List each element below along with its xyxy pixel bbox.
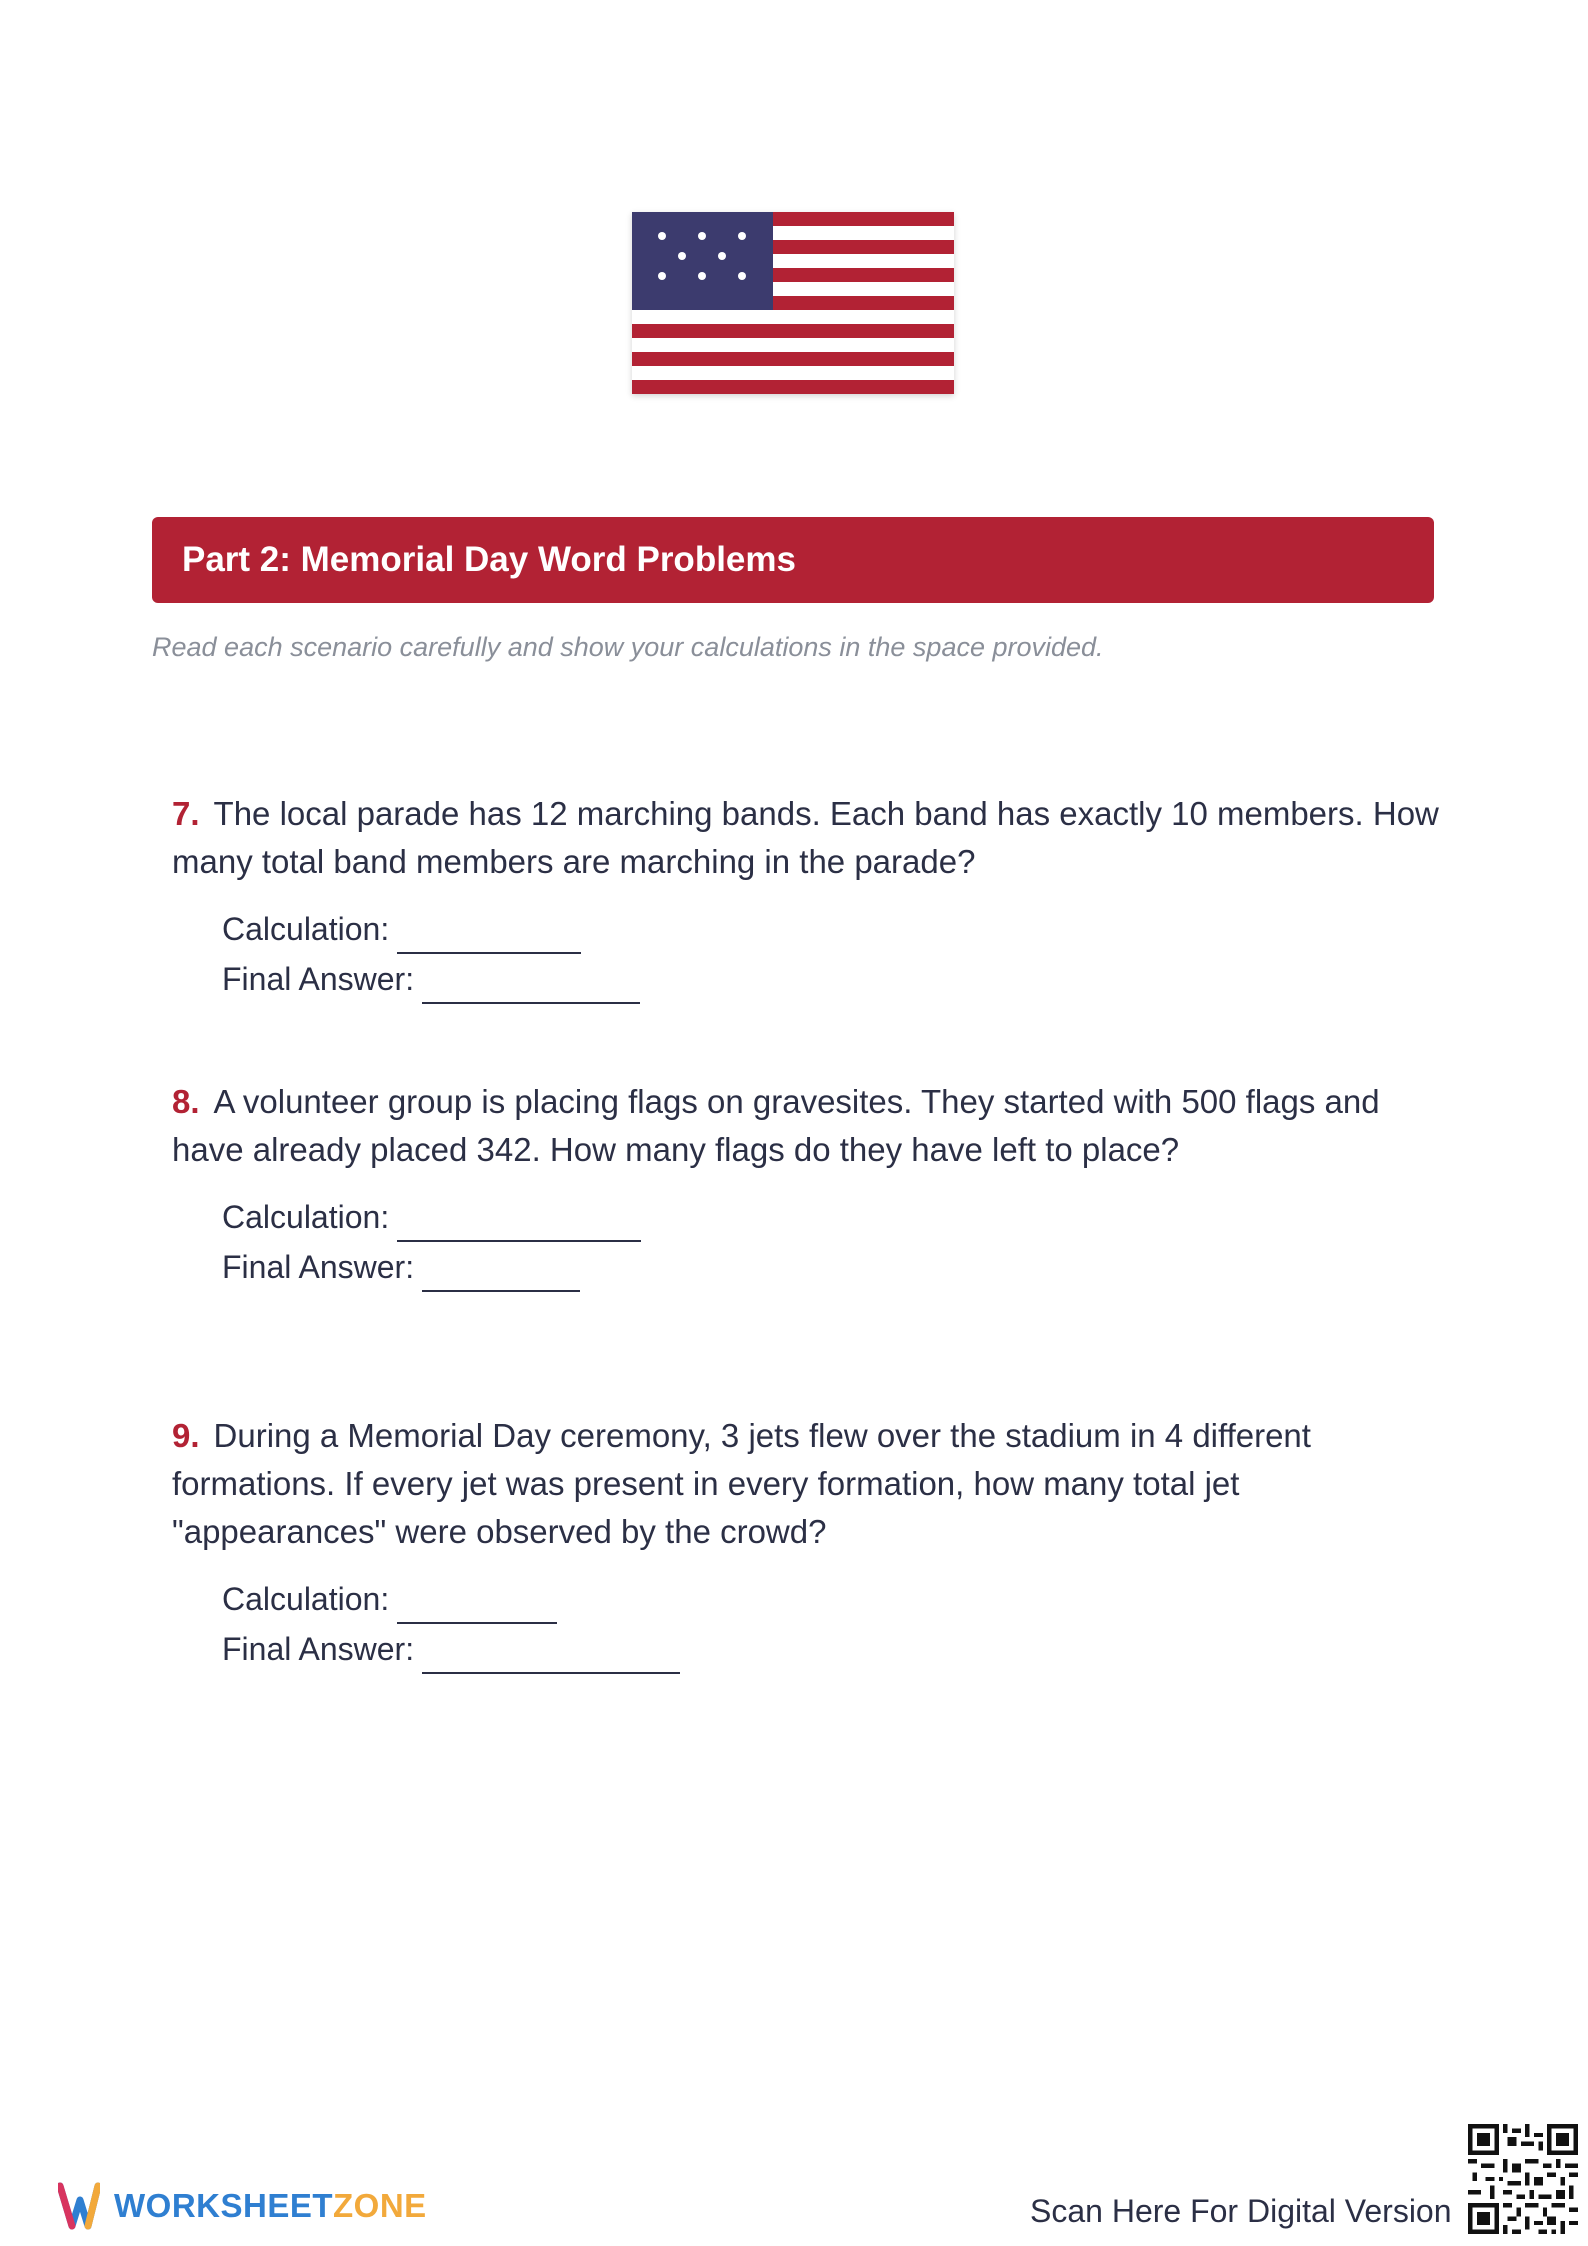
problem-number: 8. <box>172 1083 200 1120</box>
final-answer-label: Final Answer: <box>222 1249 415 1285</box>
problem-text: A volunteer group is placing flags on gravesites. They started with 500 flags and have already placed 342. How many flags do they have left to place? <box>172 1083 1380 1168</box>
w-logo-icon <box>58 2180 100 2232</box>
scan-prompt-text: Scan Here For Digital Version <box>1030 2193 1452 2229</box>
american-flag-image <box>632 212 954 394</box>
calculation-label: Calculation: <box>222 1199 390 1235</box>
calculation-blank[interactable] <box>397 916 581 954</box>
instructions-text: Read each scenario carefully and show your calculations in the space provided. <box>152 632 1104 662</box>
worksheetzone-logo[interactable] <box>58 2180 427 2232</box>
problem-8 <box>172 1078 1442 1292</box>
problem-text: During a Memorial Day ceremony, 3 jets flew over the stadium in 4 different formations. If every jet was present in every formation, how many total jet "appearances" were observed by the crowd? <box>172 1417 1311 1550</box>
section-header-banner <box>152 517 1434 603</box>
flag-icon <box>632 212 954 394</box>
final-answer-blank[interactable] <box>422 1254 580 1292</box>
calculation-blank[interactable] <box>397 1204 641 1242</box>
problem-text: The local parade has 12 marching bands. Each band has exactly 10 members. How many total band members are marching in the parade? <box>172 795 1439 880</box>
problem-9 <box>172 1412 1442 1674</box>
final-answer-label: Final Answer: <box>222 1631 415 1667</box>
brand-name: WORKSHEETZONE <box>114 2187 427 2224</box>
calculation-row <box>222 1574 1442 1624</box>
final-answer-label: Final Answer: <box>222 961 415 997</box>
final-answer-row <box>222 954 1442 1004</box>
final-answer-blank[interactable] <box>422 966 640 1004</box>
calculation-label: Calculation: <box>222 911 390 947</box>
problem-7 <box>172 790 1442 1004</box>
calculation-row <box>222 1192 1442 1242</box>
final-answer-row <box>222 1242 1442 1292</box>
qr-code-icon[interactable] <box>1468 2124 1578 2234</box>
problem-number: 7. <box>172 795 200 832</box>
section-title: Part 2: Memorial Day Word Problems <box>182 540 796 579</box>
final-answer-row <box>222 1624 1442 1674</box>
problem-number: 9. <box>172 1417 200 1454</box>
calculation-blank[interactable] <box>397 1586 557 1624</box>
final-answer-blank[interactable] <box>422 1636 680 1674</box>
calculation-label: Calculation: <box>222 1581 390 1617</box>
calculation-row <box>222 904 1442 954</box>
